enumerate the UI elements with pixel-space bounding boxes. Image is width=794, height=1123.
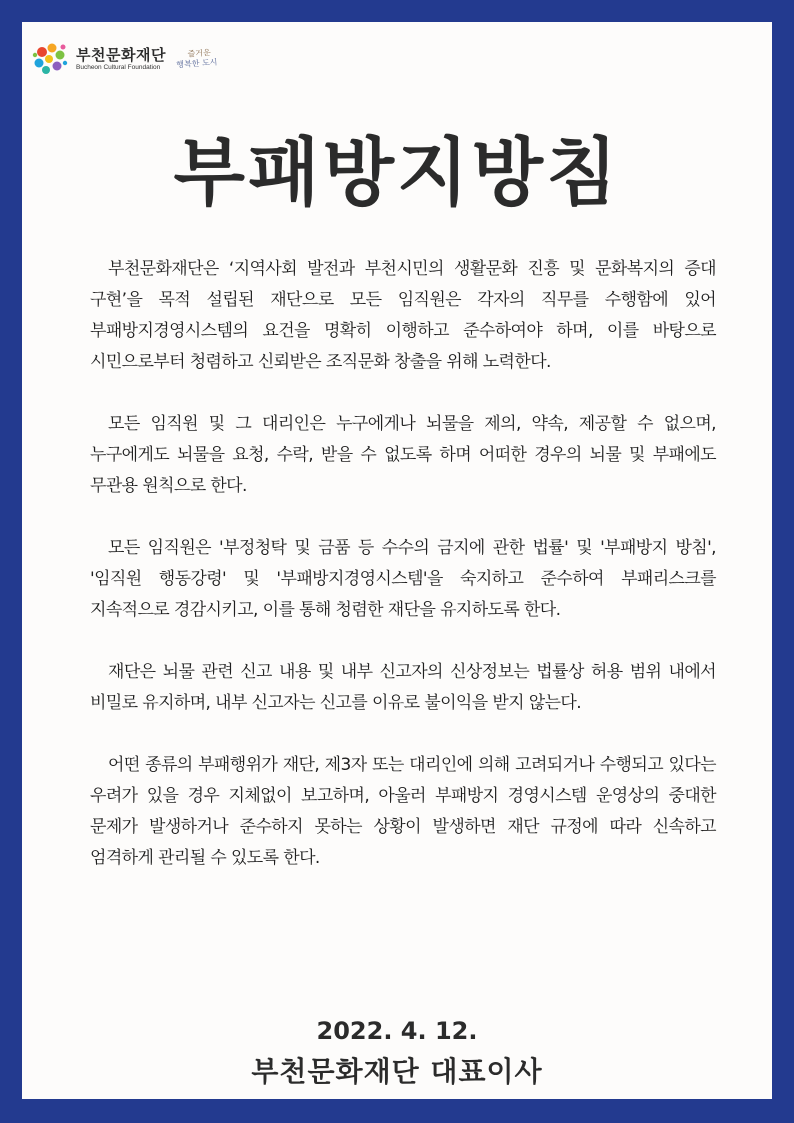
policy-paragraph-3: 모든 임직원은 '부정청탁 및 금품 등 수수의 금지에 관한 법률' 및 '부패방지 방침', '임직원 행동강령' 및 '부패방지경영시스템'을 숙지하고 준수하여 부패리스크를 지속적으로 경감시키고, 이를 통해 청렴한 재단을 유지하도록 한다.	[90, 538, 716, 620]
foundation-logo	[30, 39, 217, 79]
slogan-line-2: 행복한 도시	[176, 57, 218, 70]
document-title: 부패방지방침	[173, 130, 621, 216]
logo-text	[76, 47, 166, 72]
logo-english-name: Bucheon Cultural Foundation	[76, 63, 161, 71]
logo-name: 부천문화재단	[76, 45, 166, 64]
policy-paragraph-2: 모든 임직원 및 그 대리인은 누구에게나 뇌물을 제의, 약속, 제공할 수 없으며, 누구에게도 뇌물을 요청, 수락, 받을 수 없도록 하며 어떠한 경우의 뇌물 및 부패에도 무관용 원칙으로 한다.	[90, 414, 716, 496]
policy-paragraph-4: 재단은 뇌물 관련 신고 내용 및 내부 신고자의 신상정보는 법률상 허용 범위 내에서 비밀로 유지하며, 내부 신고자는 신고를 이유로 불이익을 받지 않는다.	[90, 662, 716, 713]
foundation-logo-icon	[30, 39, 70, 79]
policy-body	[90, 254, 716, 874]
slogan-line-1: 즐거운	[187, 48, 212, 59]
policy-paragraph-1: 부천문화재단은 ‘지역사회 발전과 부천시민의 생활문화 진흥 및 문화복지의 증대 구현’을 목적 설립된 재단으로 모든 임직원은 각자의 직무를 수행함에 있어 부패방지경영시스템의 요건을 명확히 이행하고 준수하여야 하며, 이를 바탕으로 시민으로부터 청렴하고 신뢰받은 조직문화 창출을 위해 노력한다.	[90, 259, 716, 372]
city-slogan	[175, 48, 217, 71]
issue-date: 2022. 4. 12.	[316, 1017, 478, 1045]
signatory: 부천문화재단 대표이사	[251, 1055, 543, 1088]
document-page	[22, 22, 772, 1099]
policy-paragraph-5: 어떤 종류의 부패행위가 재단, 제3자 또는 대리인에 의해 고려되거나 수행되고 있다는 우려가 있을 경우 지체없이 보고하며, 아울러 부패방지 경영시스템 운영상의 중대한 문제가 발생하거나 준수하지 못하는 상황이 발생하면 재단 규정에 따라 신속하고 엄격하게 관리될 수 있도록 한다.	[90, 755, 716, 868]
